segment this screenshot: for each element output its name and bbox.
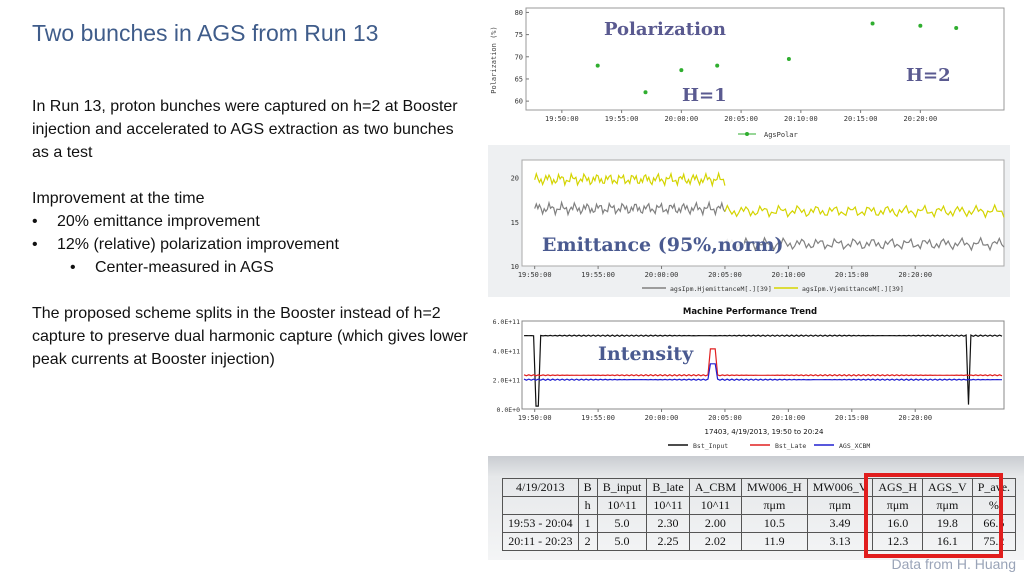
table-cell: 2.30 bbox=[647, 515, 689, 533]
improvement-heading: Improvement at the time bbox=[32, 190, 205, 207]
proposal-text: The proposed scheme splits in the Booster instead of h=2 capture to preserve dual harmonic capture (which gives lower peak currents at Booster injection) bbox=[32, 305, 468, 368]
y-tick-label: 60 bbox=[514, 97, 523, 106]
data-point bbox=[954, 26, 958, 30]
x-tick-label: 20:20:00 bbox=[898, 414, 933, 422]
polarization-chart bbox=[488, 0, 1010, 140]
table-unit-cell: h bbox=[578, 497, 597, 515]
y-tick-label: 70 bbox=[514, 53, 523, 62]
emittance-legend-v: agsIpm.VjemittanceM[.][39] bbox=[802, 285, 904, 293]
emittance-chart bbox=[488, 145, 1010, 297]
table-unit-cell: 10^11 bbox=[647, 497, 689, 515]
table-cell: 10.5 bbox=[742, 515, 808, 533]
x-tick-label: 20:15:00 bbox=[834, 271, 869, 279]
polarization-overlay-title: Polarization bbox=[604, 19, 727, 40]
intro-text: In Run 13, proton bunches were captured on h=2 at Booster injection and accelerated to AGS extraction as two bunches as a test bbox=[32, 98, 458, 161]
x-tick-label: 20:20:00 bbox=[898, 271, 933, 279]
table-header-cell: AGS_H bbox=[873, 479, 923, 497]
table-cell: 5.0 bbox=[597, 533, 647, 551]
table-header-cell: MW006_V bbox=[807, 479, 873, 497]
table-unit-cell: πμm bbox=[742, 497, 808, 515]
y-tick-label: 65 bbox=[514, 75, 523, 84]
data-point bbox=[871, 22, 875, 26]
y-tick-label: 20 bbox=[510, 174, 519, 183]
x-tick-label: 20:10:00 bbox=[771, 414, 806, 422]
data-point bbox=[679, 68, 683, 72]
x-tick-label: 20:00:00 bbox=[644, 271, 679, 279]
intensity-chart bbox=[488, 300, 1010, 452]
table-cell: 2.02 bbox=[689, 533, 741, 551]
x-tick-label: 19:55:00 bbox=[581, 414, 615, 422]
table-header-cell: P_ave. bbox=[972, 479, 1015, 497]
x-tick-label: 20:10:00 bbox=[783, 115, 818, 123]
y-tick-label: 75 bbox=[514, 31, 523, 40]
table-header-cell: A_CBM bbox=[689, 479, 741, 497]
y-tick-label: 15 bbox=[510, 218, 519, 227]
x-tick-label: 19:55:00 bbox=[604, 115, 639, 123]
bullet-item: • 20% emittance improvement bbox=[32, 213, 260, 230]
data-point bbox=[918, 24, 922, 28]
table-cell: 66.5 bbox=[972, 515, 1015, 533]
polarization-legend: AgsPolar bbox=[764, 131, 798, 139]
table-cell: 2.00 bbox=[689, 515, 741, 533]
table-cell: 19.8 bbox=[923, 515, 973, 533]
summary-table-panel bbox=[488, 456, 1024, 560]
table-cell: 19:53 - 20:04 bbox=[503, 515, 579, 533]
sub-bullet-item: • Center-measured in AGS bbox=[70, 259, 274, 276]
table-cell: 11.9 bbox=[742, 533, 808, 551]
x-tick-label: 19:50:00 bbox=[517, 271, 552, 279]
table-header-cell: MW006_H bbox=[742, 479, 808, 497]
y-tick-label: 10 bbox=[510, 263, 519, 271]
table-unit-cell: πμm bbox=[923, 497, 973, 515]
y-tick-label: 6.0E+11 bbox=[492, 318, 520, 326]
table-cell: 12.3 bbox=[873, 533, 923, 551]
x-tick-label: 20:15:00 bbox=[843, 115, 878, 123]
table-unit-cell: πμm bbox=[873, 497, 923, 515]
table-unit-cell: πμm bbox=[807, 497, 873, 515]
y-tick-label: 4.0E+11 bbox=[492, 347, 520, 356]
x-tick-label: 19:50:00 bbox=[517, 414, 552, 422]
table-cell: 5.0 bbox=[597, 515, 647, 533]
x-tick-label: 20:05:00 bbox=[708, 271, 742, 279]
x-tick-label: 20:20:00 bbox=[903, 115, 938, 123]
data-point bbox=[715, 64, 719, 68]
table-cell: 20:11 - 20:23 bbox=[503, 533, 579, 551]
data-point bbox=[596, 64, 600, 68]
intensity-chart-header: Machine Performance Trend bbox=[682, 307, 818, 317]
intensity-legend-xcbm: AGS_XCBM bbox=[839, 442, 871, 450]
x-tick-label: 20:05:00 bbox=[724, 115, 758, 123]
table-cell: 75.2 bbox=[972, 533, 1015, 551]
x-tick-label: 19:55:00 bbox=[581, 271, 615, 279]
data-point bbox=[787, 57, 791, 61]
table-header-cell: 4/19/2013 bbox=[503, 479, 579, 497]
emittance-overlay-label: Emittance (95%,norm) bbox=[542, 234, 784, 256]
footer-credit: Data from H. Huang bbox=[891, 556, 1016, 572]
intensity-legend-late: Bst_Late bbox=[775, 442, 807, 450]
table-cell: 3.13 bbox=[807, 533, 873, 551]
intensity-chart-svg bbox=[488, 300, 1010, 452]
highlight-box bbox=[864, 473, 1003, 558]
table-cell: 16.0 bbox=[873, 515, 923, 533]
emittance-legend-h: agsIpm.HjemittanceM[.][39] bbox=[670, 285, 772, 293]
slide-title: Two bunches in AGS from Run 13 bbox=[32, 20, 379, 46]
x-tick-label: 20:00:00 bbox=[644, 414, 679, 422]
table-header-cell: B_input bbox=[597, 479, 647, 497]
table-cell: 3.49 bbox=[807, 515, 873, 533]
polarization-ylabel: Polarization (%) bbox=[490, 26, 498, 94]
h1-label: H=1 bbox=[682, 85, 727, 106]
intensity-overlay-label: Intensity bbox=[598, 343, 694, 365]
table-unit-cell: 10^11 bbox=[597, 497, 647, 515]
legend-marker bbox=[745, 132, 749, 136]
x-tick-label: 20:15:00 bbox=[834, 414, 869, 422]
table-cell: 1 bbox=[578, 515, 597, 533]
table-header-cell: AGS_V bbox=[923, 479, 973, 497]
bullet-item: • 12% (relative) polarization improvement bbox=[32, 236, 339, 253]
x-tick-label: 20:10:00 bbox=[771, 271, 806, 279]
polarization-chart-svg bbox=[488, 0, 1010, 140]
h2-label: H=2 bbox=[906, 65, 951, 86]
intensity-caption: 17403, 4/19/2013, 19:50 to 20:24 bbox=[704, 428, 824, 436]
x-tick-label: 19:50:00 bbox=[544, 115, 579, 123]
table-unit-cell: % bbox=[972, 497, 1015, 515]
x-tick-label: 20:00:00 bbox=[664, 115, 699, 123]
y-tick-label: 80 bbox=[514, 8, 523, 17]
emittance-chart-svg bbox=[488, 145, 1010, 297]
x-tick-label: 20:05:00 bbox=[708, 414, 742, 422]
table-header-cell: B_late bbox=[647, 479, 689, 497]
table-cell: 16.1 bbox=[923, 533, 973, 551]
data-point bbox=[644, 90, 648, 94]
intensity-legend-input: Bst_Input bbox=[693, 442, 729, 450]
table-unit-cell bbox=[503, 497, 579, 515]
table-unit-cell: 10^11 bbox=[689, 497, 741, 515]
y-tick-label: 2.0E+11 bbox=[492, 376, 520, 385]
table-header-cell: B bbox=[578, 479, 597, 497]
slide-body bbox=[32, 95, 472, 371]
table-cell: 2.25 bbox=[647, 533, 689, 551]
table-cell: 2 bbox=[578, 533, 597, 551]
y-tick-label: 0.0E+0 bbox=[496, 406, 520, 414]
